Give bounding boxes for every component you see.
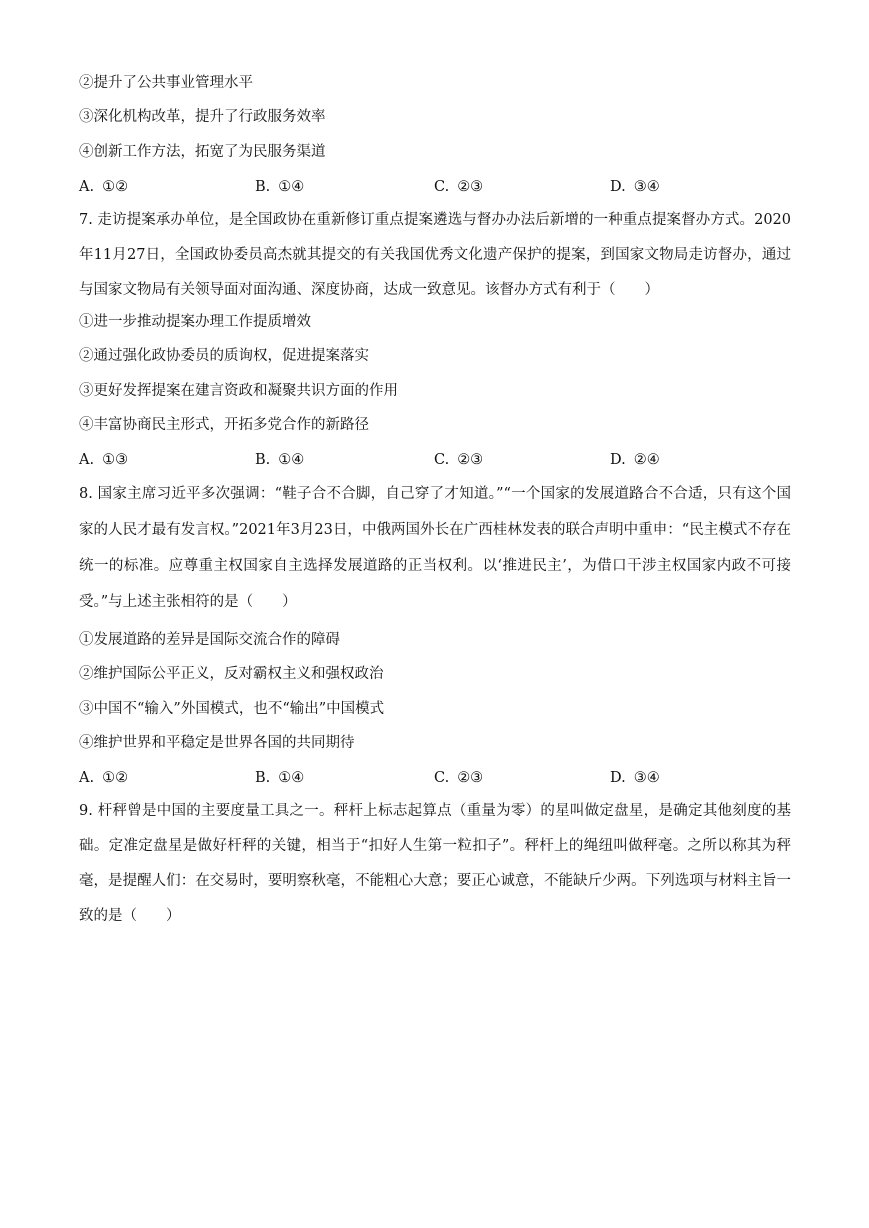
q8-option-b[interactable]: B. ①④ (255, 770, 305, 786)
q8-options (79, 768, 799, 788)
q8-statement-4: ④维护世界和平稳定是世界各国的共同期待 (79, 735, 355, 751)
q8-stem: 8. 国家主席习近平多次强调：“鞋子合不合脚，自己穿了才知道。”“一个国家的发展道路合不合适，只有这个国家的人民才最有发言权。”2021年3月23日，中俄两国外长在广西桂林发表的联合声明中重申：“民主模式不存在统一的标准。应尊重主权国家自主选择发展道路的正当权利。以‘推进民主’，为借口干涉主权国家内政不可接受。”与上述主张相符的是（ ） (79, 486, 791, 610)
q7-statement-4: ④丰富协商民主形式，开拓多党合作的新路径 (79, 417, 369, 433)
q6-option-a[interactable]: A. ①② (79, 179, 129, 195)
q7-options (79, 450, 799, 470)
q8-statement-1: ①发展道路的差异是国际交流合作的障碍 (79, 632, 340, 648)
q7-option-a[interactable]: A. ①③ (79, 452, 129, 468)
q6-options (79, 177, 799, 197)
q7-option-d[interactable]: D. ②④ (610, 452, 660, 468)
q7-option-b[interactable]: B. ①④ (255, 452, 305, 468)
q8-option-c[interactable]: C. ②③ (434, 770, 484, 786)
q8-option-a[interactable]: A. ①② (79, 770, 129, 786)
q9-stem: 9. 杆秤曾是中国的主要度量工具之一。秤杆上标志起算点（重量为零）的星叫做定盘星，是确定其他刻度的基础。定准定盘星是做好杆秤的关键，相当于“扣好人生第一粒扣子”。秤杆上的绳纽叫做秤毫。之所以称其为秤毫，是提醒人们：在交易时，要明察秋毫，不能粗心大意；要正心诚意，不能缺斤少两。下列选项与材料主旨一致的是（ ） (79, 803, 791, 924)
q8-option-d[interactable]: D. ③④ (610, 770, 660, 786)
q8-statement-3: ③中国不“输入”外国模式，也不“输出”中国模式 (79, 701, 385, 717)
q6-option-b[interactable]: B. ①④ (255, 179, 305, 195)
q6-option-d[interactable]: D. ③④ (610, 179, 660, 195)
q6-statement-3: ③深化机构改革，提升了行政服务效率 (79, 109, 326, 125)
q6-statement-2: ②提升了公共事业管理水平 (79, 75, 253, 91)
q7-statement-3: ③更好发挥提案在建言资政和凝聚共识方面的作用 (79, 383, 398, 399)
q6-statement-4: ④创新工作方法，拓宽了为民服务渠道 (79, 144, 326, 160)
q8-statement-2: ②维护国际公平正义，反对霸权主义和强权政治 (79, 666, 384, 682)
q7-stem: 7. 走访提案承办单位，是全国政协在重新修订重点提案遴选与督办办法后新增的一种重点提案督办方式。2020年11月27日，全国政协委员高杰就其提交的有关我国优秀文化遗产保护的提案，到国家文物局走访督办，通过与国家文物局有关领导面对面沟通、深度协商，达成一致意见。该督办方式有利于（ ） (79, 212, 791, 298)
q7-statement-1: ①进一步推动提案办理工作提质增效 (79, 314, 311, 330)
q7-option-c[interactable]: C. ②③ (434, 452, 484, 468)
q6-option-c[interactable]: C. ②③ (434, 179, 484, 195)
q7-statement-2: ②通过强化政协委员的质询权，促进提案落实 (79, 348, 369, 364)
